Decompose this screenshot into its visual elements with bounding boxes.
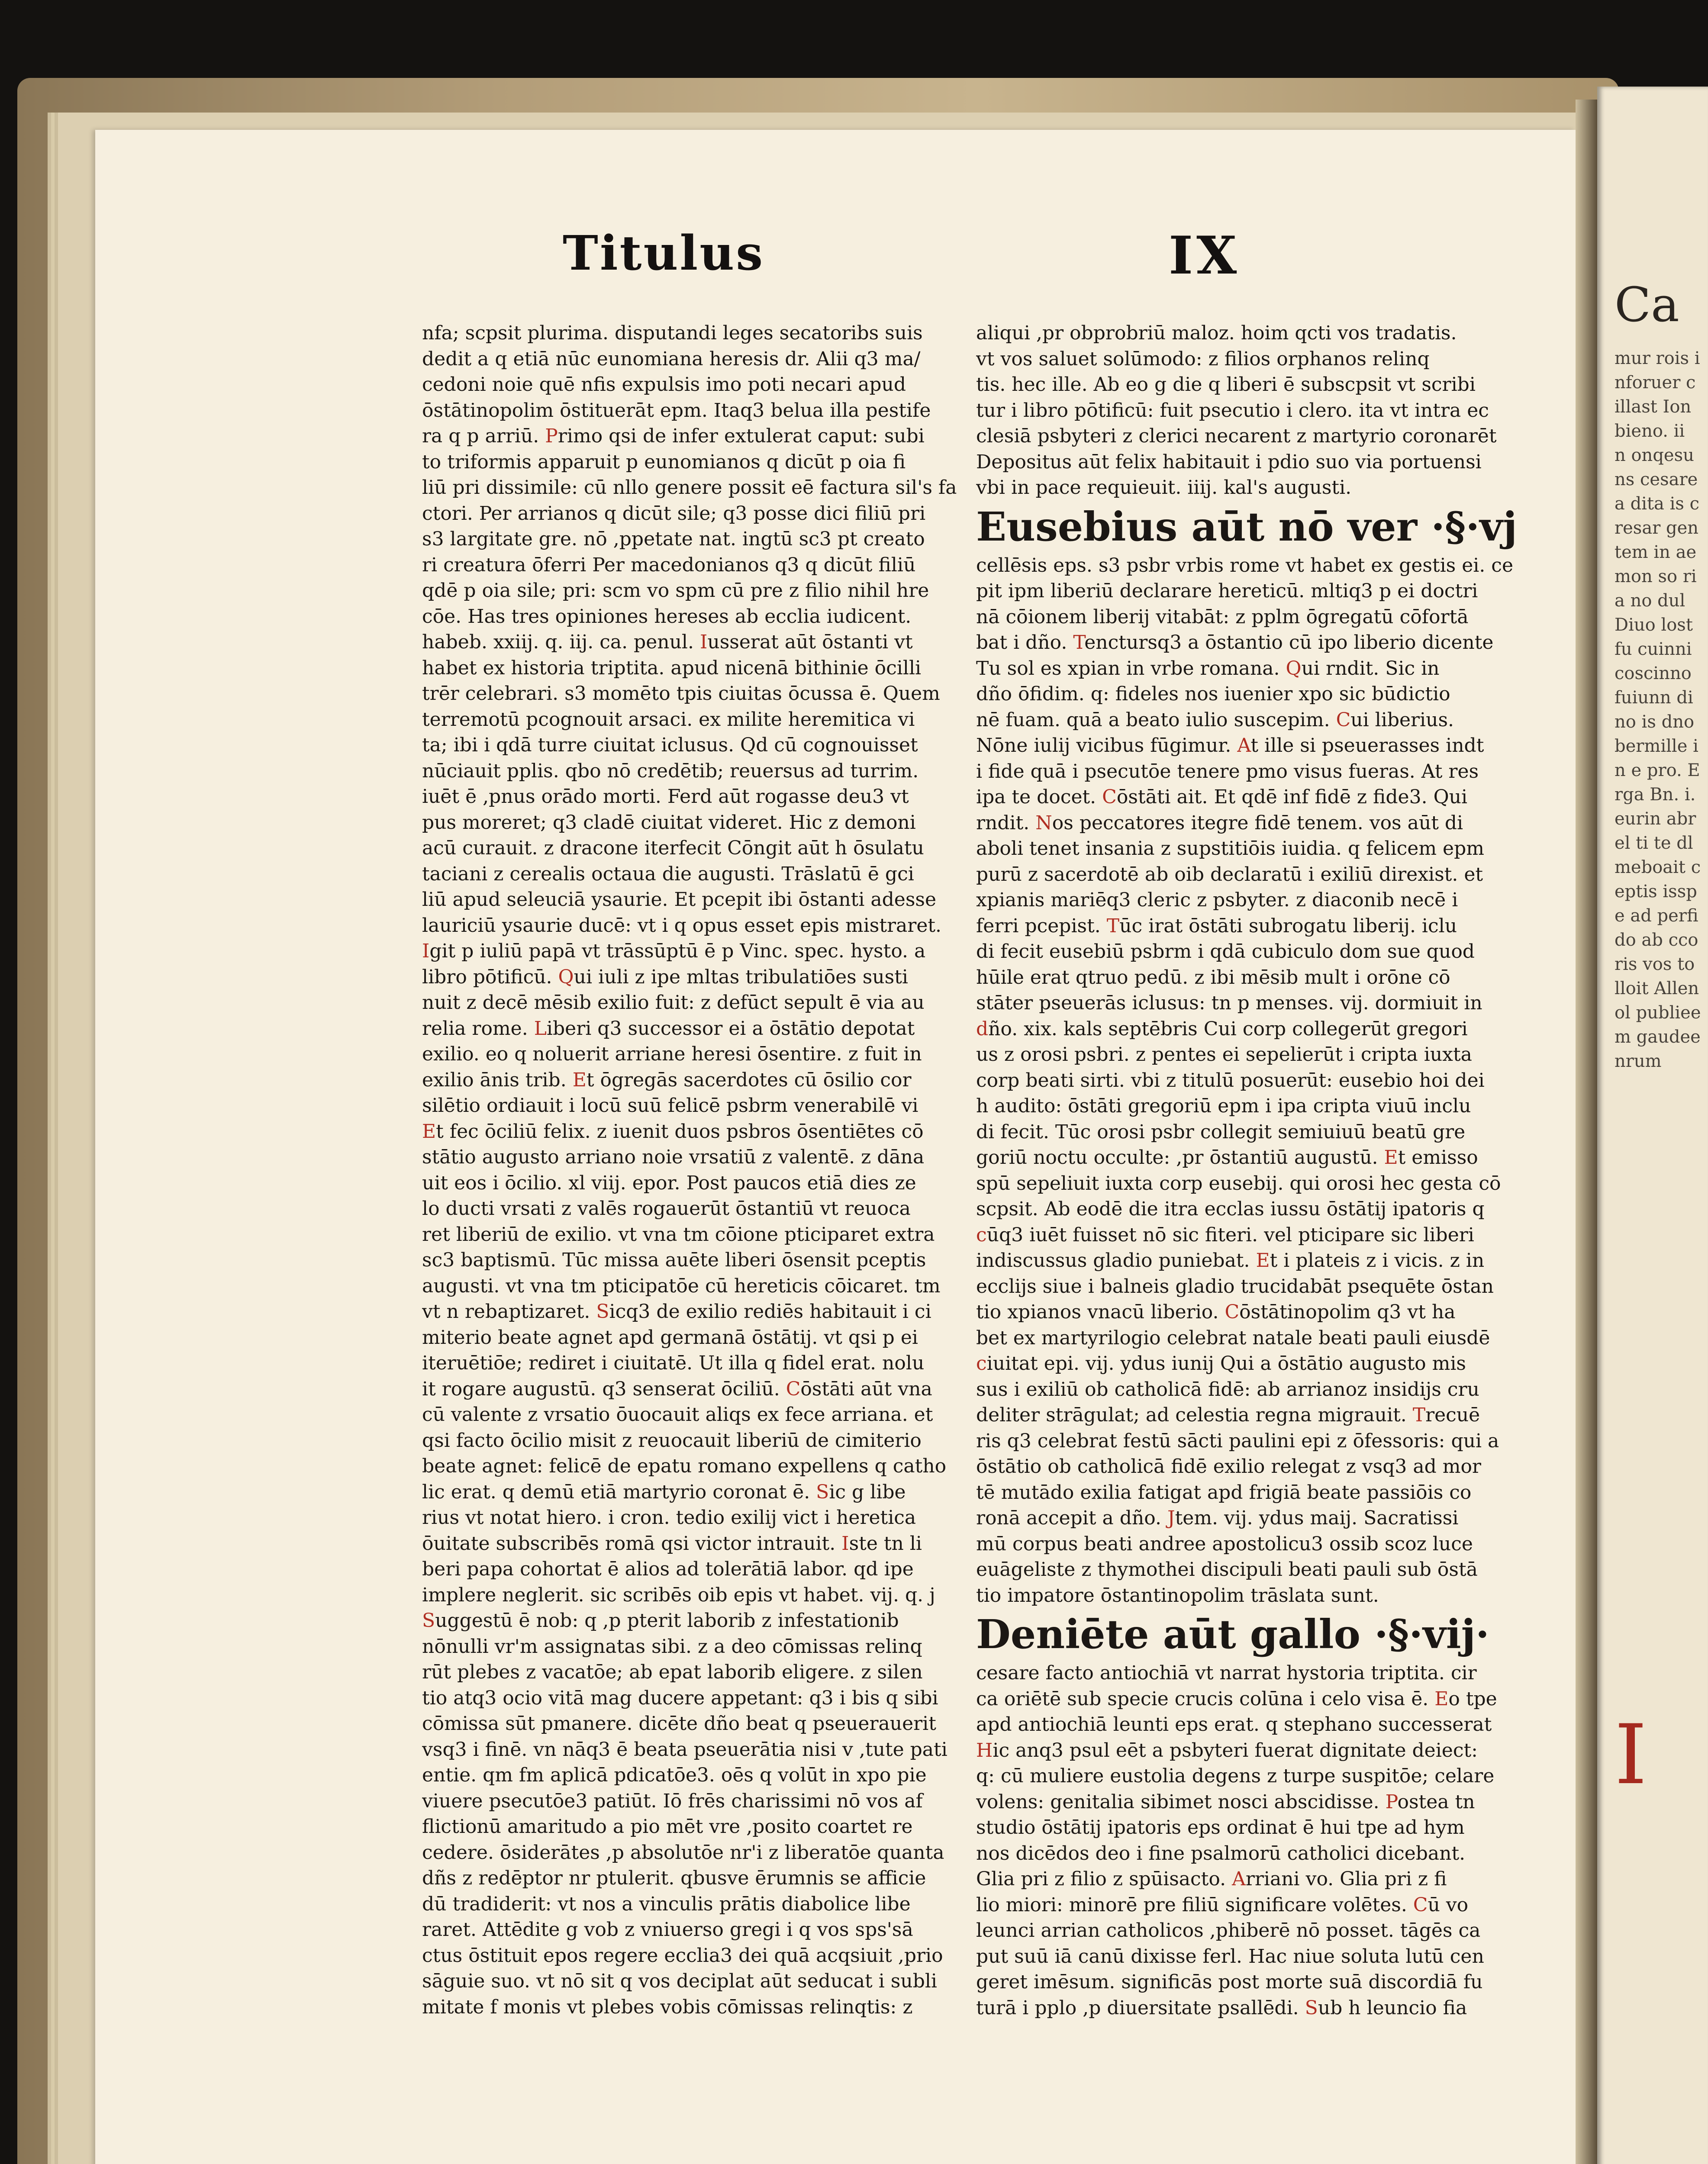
text-line: bet ex martyrilogio celebrat natale beati pauli eiusdē (976, 1327, 1490, 1349)
text-line: ra q p arriū. Primo qsi de infer extulerat caput: subi (422, 425, 925, 447)
text-line: vt n rebaptizaret. Sicq3 de exilio rediēs habitauit i ci (422, 1301, 931, 1323)
text-line: rndit. Nos peccatores itegre fidē tenem. vos aūt di (976, 812, 1463, 834)
rubric-initial: S (596, 1301, 609, 1323)
text-line: dū tradiderit: vt nos a vinculis prātis diabolice libe (422, 1893, 911, 1915)
text-line: vsq3 i finē. vn nāq3 ē beata pseuerātia nisi v ,tute pati (422, 1738, 947, 1761)
rubric-initial: Q (558, 966, 574, 988)
text-line: ōstātio ob catholicā fidē exilio relegat z vsq3 ad mor (976, 1456, 1481, 1478)
text-line: entie. qm fm aplicā pdicatōe3. oēs q volūt in xpo pie (422, 1764, 927, 1786)
rubric-initial: I (422, 940, 430, 962)
text-line: pit ipm liberiū declarare hereticū. mltiq3 p ei doctri (976, 580, 1478, 602)
text-line: ret liberiū de exilio. vt vna tm cōione pticiparet extra (422, 1223, 935, 1246)
rubric-initial: C (1102, 786, 1117, 808)
text-line: habeb. xxiij. q. iij. ca. penul. Iusserat aūt ōstanti vt (422, 631, 913, 653)
rubric-initial: T (1106, 915, 1120, 937)
text-line: nfa; scpsit plurima. disputandi leges secatoribs suis (422, 322, 923, 344)
rubric-initial: J (1167, 1507, 1175, 1529)
text-line: nā cōionem liberij vitabāt: z pplm ōgregatū cōfortā (976, 605, 1469, 628)
text-line: silētio ordiauit i locū suū felicē psbrm venerabilē vi (422, 1095, 918, 1117)
text-line: aliqui ,pr obprobriū maloz. hoim qcti vos tradatis. (976, 322, 1457, 344)
facing-page (1597, 87, 1708, 2164)
text-line: mū corpus beati andree apostolicu3 ossib scoz luce (976, 1533, 1473, 1555)
text-line: nōnulli vr'm assignatas sibi. z a deo cōmissas relinq (422, 1635, 922, 1658)
text-line: mitate f monis vt plebes vobis cōmissas relinqtis: z (422, 1996, 913, 2018)
text-line: xpianis mariēq3 cleric z psbyter. z diaconib necē i (976, 889, 1458, 911)
text-line: tur i libro pōtificū: fuit psecutio i clero. ita vt intra ec (976, 399, 1489, 422)
text-line: ipa te docet. Cōstāti ait. Et qdē inf fidē z fide3. Qui (976, 786, 1468, 808)
text-line: dedit a q etiā nūc eunomiana heresis dr. Alii q3 ma/ (422, 348, 921, 370)
text-line: leunci arrian catholicos ,phiberē nō posset. tāgēs ca (976, 1919, 1481, 1942)
text-line: dñs z redēptor nr ptulerit. qbusve ērumnis se afficie (422, 1867, 926, 1889)
text-line: lo ducti vrsati z valēs rogauerūt ōstantiū vt reuoca (422, 1198, 911, 1220)
rubric-initial: d (976, 1018, 989, 1040)
text-line: purū z sacerdotē ab oib declaratū i exiliū direxist. et (976, 863, 1483, 886)
text-line: libro pōtificū. Qui iuli z ipe mltas tribulatiōes susti (422, 966, 908, 988)
rubric-initial: L (534, 1017, 547, 1040)
text-line: di fecit eusebiū psbrm i qdā cubiculo dom sue quod (976, 940, 1475, 963)
rubric-initial: S (816, 1481, 829, 1503)
text-line: qsi facto ōcilio misit z reuocauit liberiū de cimiterio (422, 1429, 922, 1452)
text-line: exilio ānis trib. Et ōgregās sacerdotes cū ōsilio cor (422, 1069, 912, 1091)
text-line: terremotū pcognouit arsaci. ex milite heremitica vi (422, 708, 915, 731)
rubric-initial: A (1232, 1868, 1246, 1890)
text-line: studio ōstātij ipatoris eps ordinat ē hui tpe ad hym (976, 1816, 1465, 1839)
text-line: beri papa cohortat ē alios ad tolerātiā labor. qd ipe (422, 1558, 914, 1580)
text-line: ctori. Per arrianos q dicūt sile; q3 posse dici filiū pri (422, 502, 926, 525)
text-line: uit eos i ōcilio. xl viij. epor. Post paucos etiā dies ze (422, 1172, 916, 1194)
text-line: stāter pseuerās iclusus: tn p menses. vij. dormiuit in (976, 992, 1482, 1014)
facing-page-title: Ca (1615, 277, 1679, 332)
rubric-initial: P (1385, 1790, 1398, 1813)
text-line: tio xpianos vnacū liberio. Cōstātinopolim q3 vt ha (976, 1301, 1456, 1323)
text-line: ecclijs siue i balneis gladio trucidabāt psequēte ōstan (976, 1275, 1494, 1298)
text-line: trēr celebrari. s3 momēto tpis ciuitas ōcussa ē. Quem (422, 683, 940, 705)
text-line: miterio beate agnet apd germanā ōstātij. vt qsi p ei (422, 1326, 918, 1349)
text-line: viuere psecutōe3 patiūt. Iō frēs charissimi nō vos af (422, 1790, 923, 1812)
rubric-initial: C (1336, 708, 1351, 731)
text-line: Hic anq3 psul eēt a psbyteri fuerat dignitate deiect: (976, 1739, 1478, 1761)
text-line: liū pri dissimile: cū nllo genere possit eē factura sil's fa (422, 477, 957, 499)
text-line: implere neglerit. sic scribēs oib epis vt habet. vij. q. j (422, 1584, 935, 1606)
text-line: goriū noctu occulte: ,pr ōstantiū augustū. Et emisso (976, 1146, 1478, 1169)
facing-page-text: mur rois inforuer cillast Ion bieno. ii n onqesuns cesarea dita is cresar gentem in aemon so ria no dul Diuo lost fu cuinni coscinno fuiunn dino is dno bermille in e pro. Erga Bn. i. eurin abrel ti te dlmeboait ceptis isspe ad perfido ab ccoris vos to lloit Allenol publiee m gaudeenrum (1615, 348, 1707, 1071)
text-line: ōstātinopolim ōstituerāt epm. Itaq3 belua illa pestife (422, 399, 931, 422)
text-line: lio miori: minorē pre filiū significare volētes. Cū vo (976, 1894, 1469, 1916)
rubric-initial: T (1412, 1404, 1426, 1426)
rubric-initial: S (422, 1610, 435, 1632)
text-line: iteruētiōe; rediret i ciuitatē. Ut illa q fidel erat. nolu (422, 1352, 925, 1374)
text-line: ta; ibi i qdā turre ciuitat iclusus. Qd cū cognouisset (422, 734, 918, 756)
text-line: tio impatore ōstantinopolim trāslata sunt. (976, 1584, 1379, 1607)
text-line: indiscussus gladio puniebat. Et i plateis z i vicis. z in (976, 1249, 1485, 1272)
text-line: lic erat. q demū etiā martyrio coronat ē. Sic g libe (422, 1481, 906, 1503)
text-line: tē mutādo exilia fatigat apd frigiā beate passiōis co (976, 1481, 1472, 1504)
rubric-initial: C (786, 1378, 801, 1400)
text-line: nūciauit pplis. qbo nō credētib; reuersus ad turrim. (422, 760, 919, 782)
rubric-initial: E (1434, 1687, 1449, 1710)
text-line: clesiā psbyteri z clerici necarent z martyrio coronarēt (976, 425, 1497, 447)
text-line: bat i dño. Tenctursq3 a ōstantio cū ipo liberio dicente (976, 631, 1494, 654)
text-line: cedoni noie quē nfis expulsis imo poti necari apud (422, 374, 906, 396)
text-line: s3 largitate gre. nō ,ppetate nat. ingtū sc3 pt creato (422, 528, 925, 550)
text-line: ris q3 celebrat festū sācti paulini epi z ōfessoris: qui a (976, 1430, 1499, 1452)
rubric-initial: c (976, 1352, 987, 1375)
text-line: euāgeliste z thymothei discipuli beati pauli sub ōstā (976, 1559, 1478, 1581)
text-line: ctus ōstituit epos regere ecclia3 dei quā acqsiuit ,prio (422, 1944, 943, 1967)
text-line: apd antiochiā leunti eps erat. q stephano successerat (976, 1713, 1492, 1736)
rubric-initial: E (1256, 1249, 1270, 1272)
rubric-initial: E (422, 1120, 436, 1143)
text-line: taciani z cerealis octaua die augusti. Trāslatū ē gci (422, 863, 914, 885)
book-gutter (1576, 100, 1597, 2164)
text-line: relia rome. Liberi q3 successor ei a ōstātio depotat (422, 1017, 915, 1040)
text-line: scpsit. Ab eodē die itra ecclas iussu ōstātij ipatoris q (976, 1198, 1485, 1220)
text-line: put suū iā canū dixisse ferl. Hac niue soluta lutū cen (976, 1945, 1484, 1968)
text-line: Et fec ōciliū felix. z iuenit duos psbros ōsentiētes cō (422, 1120, 924, 1143)
right-text-column (976, 320, 1519, 2021)
text-line: hūile erat qtruo pedū. z ibi mēsib mult i orōne cō (976, 966, 1450, 989)
text-line: us z orosi psbri. z pentes ei sepelierūt i cripta iuxta (976, 1043, 1472, 1066)
text-line: vt vos saluet solūmodo: z filios orphanos relinq (976, 348, 1430, 370)
text-line: pus moreret; q3 cladē ciuitat videret. Hic z demoni (422, 811, 916, 834)
text-line: beate agnet: felicē de epatu romano expellens q catho (422, 1455, 947, 1477)
section-heading-eusebius: Eusebius aūt nō ver ·§·vj (976, 503, 1518, 550)
text-line: habet ex historia triptita. apud nicenā bithinie ōcilli (422, 657, 922, 679)
section-heading-deniente: Deniēte aūt gallo ·§·vij· (976, 1611, 1489, 1658)
text-line: di fecit. Tūc orosi psbr collegit semiuiuū beatū gre (976, 1121, 1466, 1143)
text-line: iuēt ē ,pnus orādo morti. Ferd aūt rogasse deu3 vt (422, 786, 909, 808)
text-line: nē fuam. quā a beato iulio suscepim. Cui liberius. (976, 708, 1454, 731)
text-line: Suggestū ē nob: q ,p pterit laborib z infestationib (422, 1610, 899, 1632)
text-line: ronā accepit a dño. Jtem. vij. ydus maij. Sacratissi (976, 1507, 1459, 1529)
text-line: ōuitate subscribēs romā qsi victor intrauit. Iste tn li (422, 1532, 922, 1555)
text-line: acū curauit. z dracone iterfecit Cōngit aūt h ōsulatu (422, 837, 924, 859)
text-line: tis. hec ille. Ab eo g die q liberi ē subscpsit vt scribi (976, 374, 1476, 396)
rubric-initial: Q (1286, 657, 1302, 679)
text-line: exilio. eo q noluerit arriane heresi ōsentire. z fuit in (422, 1043, 922, 1065)
text-line: to triformis apparuit p eunomianos q dicūt p oia fi (422, 451, 906, 473)
text-line: flictionū amaritudo a pio mēt vre ,posito coartet re (422, 1816, 913, 1838)
running-head-number: IX (1169, 225, 1241, 286)
text-line: geret imēsum. significās post morte suā discordiā fu (976, 1971, 1483, 1993)
text-line: rius vt notat hiero. i cron. tedio exilij vict i heretica (422, 1507, 916, 1529)
text-line: raret. Attēdite g vob z vniuerso gregi i q vos sps'sā (422, 1919, 913, 1941)
text-line: ca oriētē sub specie crucis colūna i celo visa ē. Eo tpe (976, 1687, 1497, 1710)
text-line: q: cū muliere eustolia degens z turpe suspitōe; celare (976, 1765, 1495, 1787)
rubric-initial: C (1413, 1894, 1428, 1916)
text-line: Glia pri z filio z spūisacto. Arriani vo. Glia pri z fi (976, 1868, 1447, 1890)
text-line: Nōne iulij vicibus fūgimur. At ille si pseuerasses indt (976, 734, 1484, 757)
text-line: it rogare augustū. q3 senserat ōciliū. Cōstāti aūt vna (422, 1378, 932, 1400)
text-line: dño ōfidim. q: fideles nos iuenier xpo sic būdictio (976, 683, 1450, 705)
text-line: corp beati sirti. vbi z titulū posuerūt: eusebio hoi dei (976, 1069, 1485, 1092)
rubric-initial: I (841, 1532, 849, 1555)
text-line: turā i pplo ,p diuersitate psallēdi. Sub h leuncio fia (976, 1997, 1467, 2019)
rubric-initial: P (545, 425, 558, 447)
rubric-initial: T (1073, 631, 1085, 654)
text-line: i fide quā i psecutōe tenere pmo visus fueras. At res (976, 760, 1479, 783)
rubric-initial: I (699, 631, 708, 653)
text-line: Tu sol es xpian in vrbe romana. Qui rndit. Sic in (976, 657, 1440, 679)
text-line: tio atq3 ocio vitā mag ducere appetant: q3 i bis q sibi (422, 1687, 938, 1709)
rubric-initial: C (1225, 1301, 1240, 1323)
facing-page-initial: I (1615, 1707, 1647, 1803)
rubric-initial: c (976, 1224, 987, 1246)
rubric-initial: N (1035, 812, 1052, 834)
text-line: cōmissa sūt pmanere. dicēte dño beat q pseuerauerit (422, 1713, 936, 1735)
text-line: cūq3 iuēt fuisset nō sic fiteri. vel pticipare sic liberi (976, 1224, 1474, 1246)
text-line: ferri pcepist. Tūc irat ōstāti subrogatu liberij. iclu (976, 915, 1457, 937)
text-line: ciuitat epi. vij. ydus iunij Qui a ōstātio augusto mis (976, 1352, 1466, 1375)
text-line: Igit p iuliū papā vt trāssūptū ē p Vinc. spec. hysto. a (422, 940, 926, 962)
rubric-initial: E (1384, 1146, 1398, 1169)
text-line: lauriciū ysaurie ducē: vt i q opus esset epis mistraret. (422, 914, 942, 937)
text-line: aboli tenet insania z supstitiōis iuidia. q felicem epm (976, 837, 1484, 860)
rubric-initial: S (1305, 1997, 1318, 2019)
text-line: ri creatura ōferri Per macedonianos q3 q dicūt filiū (422, 554, 916, 576)
text-line: volens: genitalia sibimet nosci abscidisse. Postea tn (976, 1790, 1475, 1813)
text-line: Depositus aūt felix habitauit i pdio suo via portuensi (976, 451, 1482, 473)
text-line: vbi in pace requieuit. iiij. kal's augusti. (976, 477, 1352, 499)
text-line: nos dicēdos deo i fine psalmorū catholici dicebant. (976, 1842, 1466, 1865)
text-line: qdē p oia sile; pri: scm vo spm cū pre z filio nihil hre (422, 580, 929, 602)
text-line: liū apud seleuciā ysaurie. Et pcepit ibi ōstanti adesse (422, 889, 937, 911)
rubric-initial: H (976, 1739, 993, 1761)
rubric-initial: E (572, 1069, 587, 1091)
text-line: rūt plebes z vacatōe; ab epat laborib eligere. z silen (422, 1661, 923, 1683)
text-line: dño. xix. kals septēbris Cui corp collegerūt gregori (976, 1018, 1468, 1040)
rubric-initial: A (1237, 734, 1251, 757)
text-line: sus i exiliū ob catholicā fidē: ab arrianoz insidijs cru (976, 1378, 1479, 1401)
running-head-title: Titulus (563, 225, 765, 281)
text-line: cedere. ōsiderātes ,p absolutōe nr'i z liberatōe quanta (422, 1841, 944, 1864)
left-text-column (422, 320, 965, 2020)
text-line: stātio augusto arriano noie vrsatiū z valentē. z dāna (422, 1146, 925, 1168)
text-line: h audito: ōstāti gregoriū epm i ipa cripta viuū inclu (976, 1095, 1471, 1117)
text-line: cesare facto antiochiā vt narrat hystoria triptita. cir (976, 1662, 1477, 1684)
text-line: sāguie suo. vt nō sit q vos deciplat aūt seducat i subli (422, 1970, 937, 1992)
text-line: nuit z decē mēsib exilio fuit: z defūct sepult ē via au (422, 992, 925, 1014)
text-line: cellēsis eps. s3 psbr vrbis rome vt habet ex gestis ei. ce (976, 554, 1513, 576)
text-line: cū valente z vrsatio ōuocauit aliqs ex fece arriana. et (422, 1404, 933, 1426)
text-line: spū sepeliuit iuxta corp eusebij. qui orosi hec gesta cō (976, 1172, 1501, 1195)
text-line: cōe. Has tres opiniones hereses ab ecclia iudicent. (422, 605, 912, 628)
text-line: sc3 baptismū. Tūc missa auēte liberi ōsensit pceptis (422, 1249, 926, 1271)
text-line: deliter strāgulat; ad celestia regna migrauit. Trecuē (976, 1404, 1480, 1426)
text-line: augusti. vt vna tm pticipatōe cū hereticis cōicaret. tm (422, 1275, 941, 1297)
